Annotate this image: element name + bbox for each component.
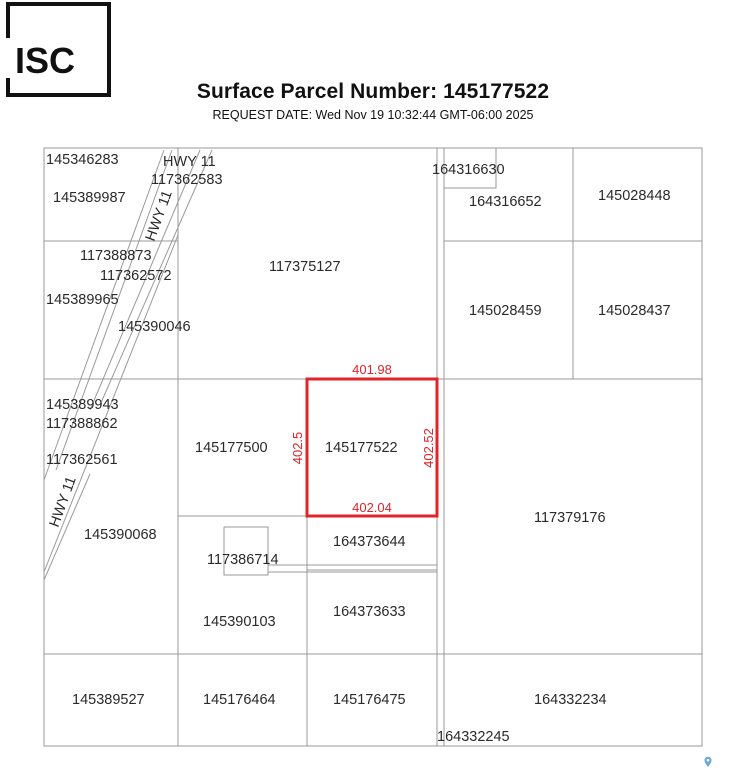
parcel-label: 145389943	[46, 397, 119, 413]
parcel-label: 145389987	[53, 190, 126, 206]
dimension-labels	[290, 362, 436, 515]
parcel-label: 145176475	[333, 692, 406, 708]
dimension-north: 401.98	[352, 362, 392, 377]
parcel-label: 117375127	[269, 259, 341, 275]
parcel-label: 117362561	[46, 452, 118, 468]
parcel-label: 164373633	[333, 604, 406, 620]
parcel-label-subject: 145177522	[325, 440, 398, 456]
road-label-hwy-lower: HWY 11	[46, 474, 80, 530]
parcel-label: 145389965	[46, 292, 119, 308]
location-pin-icon	[703, 756, 713, 768]
road-label-hwy-upper: HWY 11	[142, 188, 176, 244]
parcel-label: 145389527	[72, 692, 145, 708]
road-label-hwy-top: HWY 11	[163, 154, 216, 170]
parcel-label: 117388862	[46, 416, 118, 432]
parcel-label: 145028437	[598, 303, 671, 319]
parcel-label: 164373644	[333, 534, 406, 550]
parcel-label: 117388873	[80, 248, 152, 264]
parcel-label: 145028448	[598, 188, 671, 204]
logo-text: ISC	[15, 40, 76, 81]
parcel-label: 145028459	[469, 303, 542, 319]
parcel-label: 145390068	[84, 527, 157, 543]
parcel-label: 164332245	[437, 729, 510, 745]
parcel-label: 117379176	[534, 510, 606, 526]
parcel-label: 117362583	[151, 172, 223, 188]
dimension-west: 402.5	[290, 431, 305, 465]
road-allowance-strip	[268, 565, 437, 572]
page-title: Surface Parcel Number: 145177522	[196, 80, 550, 103]
parcel-label: 164316630	[432, 162, 505, 178]
parcel-label: 145177500	[195, 440, 268, 456]
dimension-south: 402.04	[352, 500, 392, 515]
parcel-label: 117386714	[207, 552, 279, 568]
parcel-label: 117362572	[100, 268, 172, 284]
road-labels	[47, 154, 216, 529]
parcel-label: 145390103	[203, 614, 276, 630]
parcel-label: 145390046	[118, 319, 191, 335]
request-date: REQUEST DATE: Wed Nov 19 10:32:44 GMT-06:00 2025	[212, 108, 534, 122]
parcel-label: 145176464	[203, 692, 276, 708]
dimension-east: 402.52	[421, 428, 436, 468]
parcel-label: 145346283	[46, 152, 119, 168]
parcel-label: 164316652	[469, 194, 542, 210]
parcel-label: 164332234	[534, 692, 607, 708]
